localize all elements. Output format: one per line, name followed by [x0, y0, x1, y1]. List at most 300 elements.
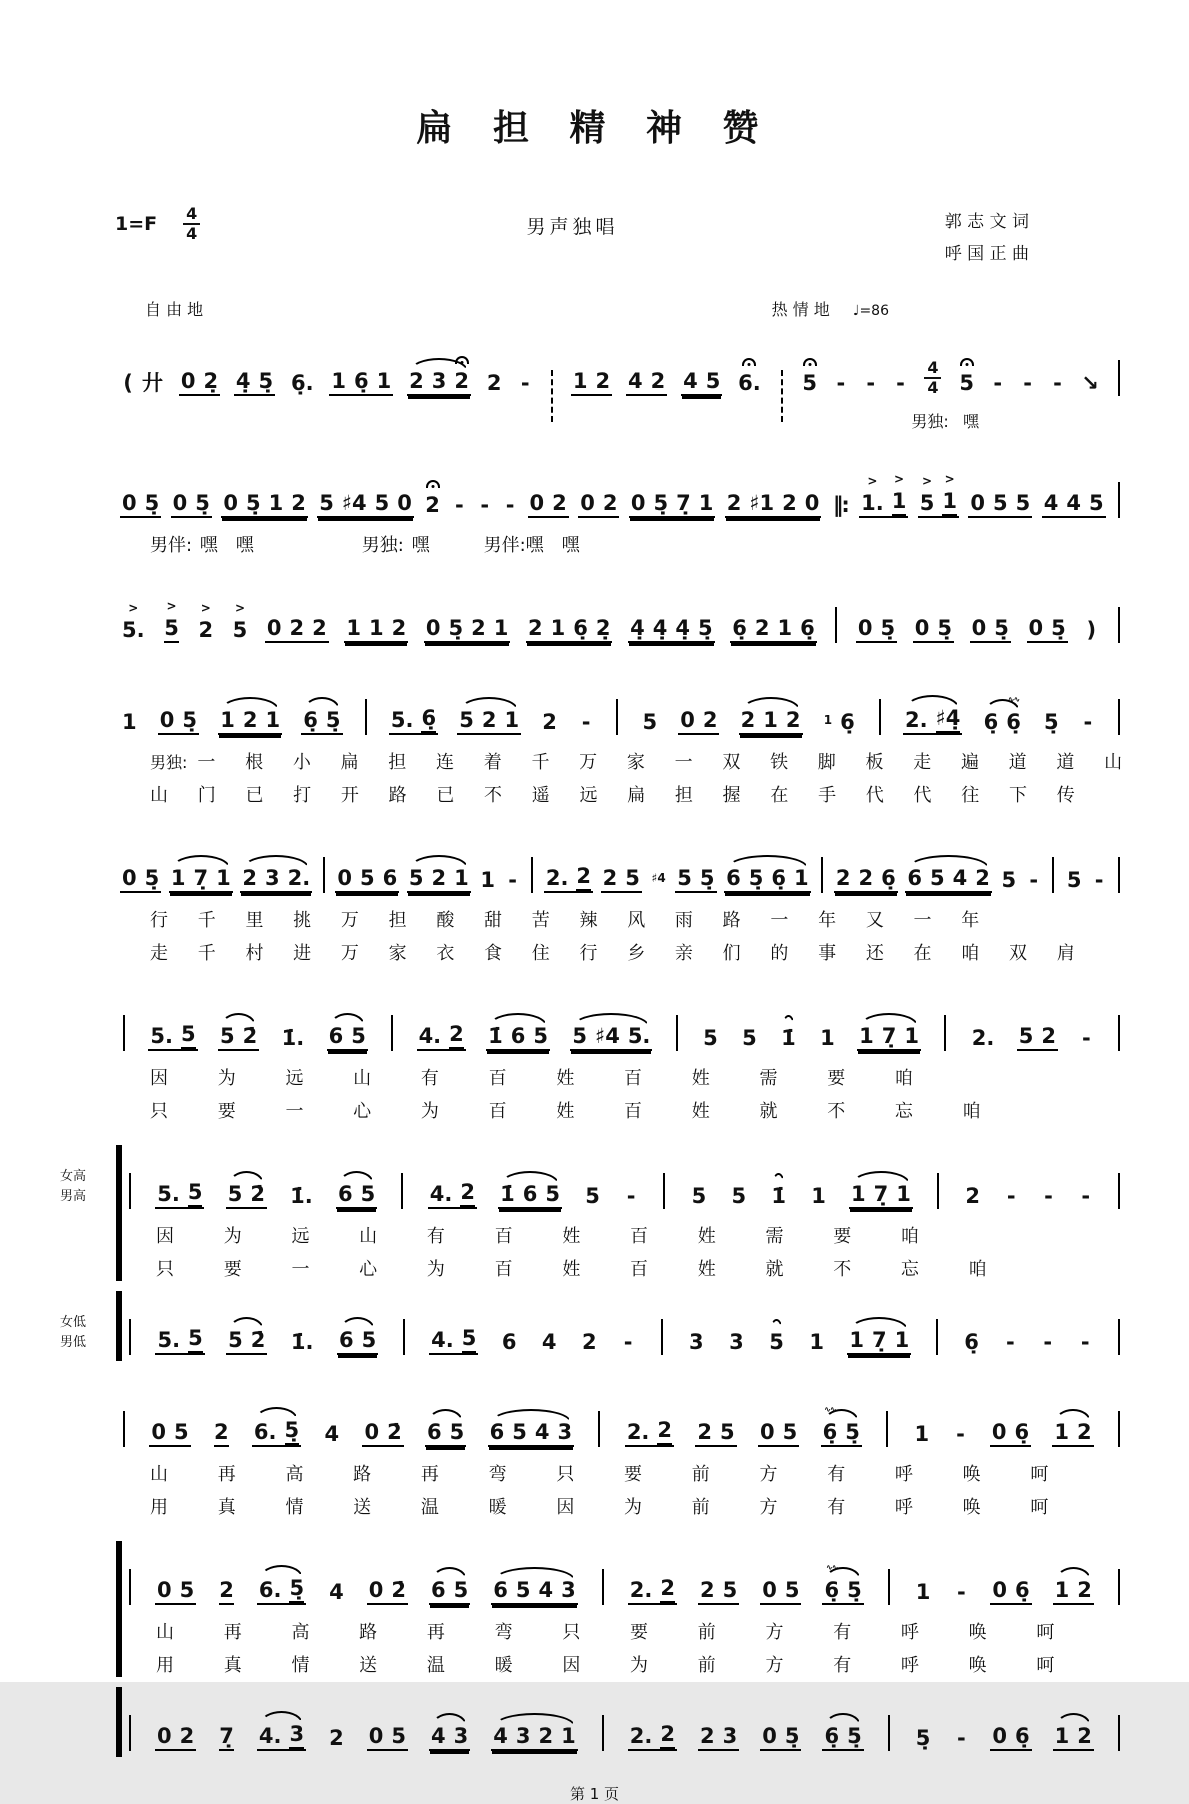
note: 5̣: [880, 616, 896, 641]
note: 6̣: [732, 616, 747, 641]
note-group: [675, 867, 716, 893]
note: 5: [1018, 1024, 1034, 1049]
lyric-text: 山 再 高 路 再 弯 只 要 前 方 有 呼 唤 呵: [150, 1463, 1049, 1485]
note: -: [480, 493, 490, 518]
note: 2: [214, 1421, 229, 1447]
metronome-mark: ♩=86: [852, 302, 889, 319]
barline: [129, 1173, 131, 1209]
note-group: [1083, 619, 1099, 643]
note-group: [739, 709, 803, 735]
system-content: [116, 324, 1129, 432]
note-group: [478, 869, 497, 893]
lyric-text: 男伴: 嘿 嘿 男独: 嘿 男伴:嘿 嘿: [150, 534, 580, 556]
time-signature: [183, 206, 200, 242]
note-group: [169, 867, 233, 893]
lyric-line: [116, 899, 1129, 932]
note: 2: [660, 1577, 675, 1603]
note-group: [517, 372, 533, 396]
note: 2̇: [250, 1182, 265, 1207]
note-group: [477, 494, 493, 518]
part-label: [60, 1145, 116, 1281]
notation-line: [116, 671, 1129, 741]
note: 3: [453, 1724, 469, 1749]
system: [60, 454, 1129, 557]
note: 0: [680, 708, 695, 733]
note-group: [327, 1581, 346, 1605]
note: 5̣: [915, 1726, 931, 1751]
note: 6̣: [881, 866, 896, 891]
note-group: [120, 492, 161, 518]
note-group: [423, 494, 442, 518]
note: 2: [289, 616, 305, 641]
barline: [391, 1015, 393, 1051]
note: 0: [992, 1578, 1007, 1603]
note: 5̣: [285, 1419, 300, 1445]
note: 1: [480, 868, 495, 893]
note: 2: [460, 1181, 475, 1207]
score: [60, 324, 1129, 1757]
note: 0: [368, 1724, 384, 1749]
note: 2: [1077, 1578, 1092, 1603]
note: 5̣: [325, 708, 341, 733]
note-group: [767, 1331, 786, 1355]
note: 5: [188, 1327, 203, 1353]
note: 2: [219, 1579, 234, 1605]
note: 5̣: [653, 491, 669, 516]
note: 2: [486, 371, 502, 396]
lyric-text: 因 为 远 山 有 百 姓 百 姓 需 要 咱: [156, 1225, 919, 1247]
barline: [531, 857, 533, 893]
note: 5̣: [1044, 710, 1059, 735]
note: 2: [481, 708, 497, 733]
barline: [365, 699, 367, 735]
note: 5: [784, 1578, 800, 1603]
note: 5: [219, 1024, 235, 1049]
note-group: [179, 370, 220, 396]
note-group: [673, 1015, 681, 1051]
note-group: [289, 1331, 316, 1355]
note: 2: [179, 1724, 195, 1749]
note-group: [859, 490, 908, 518]
note-group: [234, 370, 275, 396]
notation-line: [116, 454, 1129, 524]
note: > 1: [892, 490, 907, 516]
note: 6: [501, 1330, 517, 1355]
note-group: [580, 1331, 599, 1355]
note: 1̇.: [290, 1184, 313, 1209]
barline: [616, 699, 618, 735]
note-group: [320, 857, 328, 893]
note: 2: [431, 866, 447, 891]
note: 5: [625, 866, 640, 891]
note: 2: [242, 708, 258, 733]
notation-line: [122, 1541, 1129, 1611]
note: ♯4: [595, 1024, 620, 1049]
notation-line: [116, 579, 1129, 649]
repeat-sign: ‖:: [832, 493, 848, 518]
note: 2: [699, 1578, 715, 1603]
note-group: [162, 617, 181, 643]
note: 2.: [545, 866, 569, 891]
note-group: [120, 1015, 128, 1051]
notation-line: [116, 324, 1129, 402]
barline: [879, 699, 881, 735]
note: 4: [324, 1422, 340, 1447]
note: 0: [804, 491, 820, 516]
note: 0: [159, 708, 175, 733]
note: 0: [630, 491, 646, 516]
note-group: [650, 871, 668, 892]
note-group: [327, 1727, 346, 1751]
note: 2: [1077, 1724, 1092, 1749]
note: -: [626, 1184, 636, 1209]
note-group: [257, 1723, 306, 1751]
note-group: [990, 1421, 1031, 1447]
note-group: [329, 370, 393, 396]
lyric-text: 一 根 小 扁 担 连 着 千 万 家 一 双 铁 脚 板 走 遍 道 道 山: [197, 751, 1123, 773]
lyric-line: [116, 1453, 1129, 1486]
note-group: [807, 1331, 826, 1355]
note-group: [429, 1579, 470, 1605]
note-group: [758, 1421, 799, 1447]
note-group: [148, 1023, 197, 1051]
note-group: [1042, 711, 1061, 735]
note-group: [629, 492, 716, 518]
note: 5: [959, 371, 974, 396]
note: 2: [595, 369, 611, 394]
barline: [1118, 1411, 1120, 1447]
note-group: [424, 617, 511, 643]
credits: [945, 206, 1029, 271]
note: 0: [529, 491, 545, 516]
note: 6.: [253, 1420, 277, 1445]
note: 5: [585, 1184, 600, 1209]
note-group: [970, 1027, 997, 1051]
note-group: [779, 1027, 798, 1051]
note: -: [508, 868, 517, 893]
note: 7̣: [676, 491, 691, 516]
note-group: [226, 1183, 267, 1209]
barline: [676, 1015, 678, 1051]
note: 6̣: [771, 866, 787, 891]
note: -: [956, 1422, 965, 1447]
note: -: [956, 1726, 966, 1751]
note: ): [1086, 618, 1097, 643]
note-group: [126, 1569, 134, 1605]
note: 5: [181, 1023, 196, 1049]
note: -: [1094, 868, 1104, 893]
note: 2: [1041, 1024, 1056, 1049]
note-group: [578, 711, 594, 735]
note: 2.: [905, 708, 928, 733]
note-group: [1053, 1579, 1094, 1605]
note-group: [265, 617, 329, 643]
note: 0: [762, 1578, 777, 1603]
note: -: [1029, 868, 1039, 893]
note-group: [155, 1327, 204, 1355]
note: 3: [264, 866, 280, 891]
note-group: [725, 492, 822, 518]
note-group: [289, 372, 316, 396]
note-group: [417, 1023, 466, 1051]
note-group: [400, 1319, 408, 1355]
note-group: [155, 1181, 204, 1209]
note: 1̇.: [290, 1330, 314, 1355]
lyric-text: 男独: 嘿: [911, 411, 979, 431]
note: -: [896, 371, 905, 396]
barline: [323, 857, 325, 893]
note: 0: [970, 491, 986, 516]
barline: [598, 1411, 600, 1447]
note-group: [982, 711, 1023, 735]
note-group: [628, 617, 715, 643]
note: 4: [952, 866, 968, 891]
note: 6: [907, 866, 922, 891]
note-group: [724, 867, 811, 893]
note-group: [120, 619, 147, 643]
note: 1: [851, 1182, 866, 1207]
dashed-barline: [551, 370, 553, 422]
note: 0: [992, 1724, 1007, 1749]
note: 5: [361, 1328, 377, 1353]
note: ↘: [1081, 371, 1099, 396]
note: 4: [1043, 491, 1059, 516]
note: 2: [312, 616, 327, 641]
note: > 2: [198, 619, 213, 643]
note-group: [698, 1579, 739, 1605]
note: 5: [408, 866, 424, 891]
note: 4.: [431, 1328, 454, 1353]
note-group: [1115, 699, 1123, 735]
note: 2: [391, 616, 407, 641]
note-group: [681, 370, 722, 396]
note: 1: [265, 708, 281, 733]
note-group: [856, 617, 897, 643]
note-group: [953, 1727, 969, 1751]
note-group: [1065, 869, 1084, 893]
system: [60, 1291, 1129, 1361]
system-content: [116, 1291, 1129, 1361]
note: 3: [431, 369, 447, 394]
note: 1: [794, 866, 809, 891]
note: 4: [493, 1724, 508, 1749]
note: 5̣: [847, 1578, 862, 1603]
note: 5: [1088, 491, 1104, 516]
note-group: [1040, 1331, 1056, 1355]
note: 5: [722, 1578, 738, 1603]
note: 5̣: [144, 866, 160, 891]
note: > 5: [920, 492, 935, 516]
barline: [888, 1569, 890, 1605]
note-group: [571, 370, 612, 396]
note: 1: [122, 710, 137, 735]
note: -: [454, 493, 464, 518]
note: 5: [572, 1024, 588, 1049]
note: 5̣: [748, 866, 764, 891]
note-group: [687, 1331, 706, 1355]
note: 1: [823, 713, 833, 728]
composer: 呼 国 正 曲: [944, 244, 1029, 265]
note: 2: [242, 866, 257, 891]
note-group: [528, 492, 569, 518]
note: 1: [454, 866, 469, 891]
lyric-text: 山 门 已 打 开 路 已 不 遥 远 扁 担 握 在 手 代 代 往 下 传: [150, 784, 1075, 806]
note-group: [1115, 607, 1123, 643]
note: 1: [216, 866, 231, 891]
lyric-line: [116, 774, 1129, 807]
note: ♯1: [749, 491, 775, 516]
note: 4.: [258, 1724, 282, 1749]
lyric-line: [116, 1090, 1129, 1123]
note: 廾: [142, 371, 163, 396]
note: 1: [268, 491, 284, 516]
lyric-text: 用 真 情 送 温 暖 因 为 前 方 有 呼 唤 呵: [150, 1496, 1049, 1518]
note: 5: [642, 710, 658, 735]
note: 7̣: [873, 1182, 889, 1207]
note: 5̣: [245, 491, 261, 516]
note-group: [126, 1715, 134, 1751]
note: 2: [965, 1184, 981, 1209]
note: 6: [427, 1420, 442, 1445]
barline: [944, 1015, 946, 1051]
note-group: [540, 1331, 559, 1355]
system: [60, 671, 1129, 807]
notation-line: [122, 1687, 1129, 1757]
notation-line: [116, 829, 1129, 899]
note-group: [963, 1185, 982, 1209]
note: 4: [329, 1580, 344, 1605]
note-group: [727, 1331, 746, 1355]
note: 5: [512, 1420, 527, 1445]
notation-line: [122, 1145, 1129, 1215]
note-group: [317, 492, 414, 518]
note: > 5: [233, 619, 248, 643]
barline: [937, 1173, 939, 1209]
note: 6: [328, 1024, 344, 1049]
note-group: [485, 372, 504, 396]
time-signature: [924, 357, 941, 397]
note: 5.: [627, 1024, 651, 1049]
note-group: [1115, 1569, 1123, 1605]
note: 0: [151, 1420, 166, 1445]
note-group: [893, 372, 909, 396]
note: 2: [409, 369, 424, 394]
note-group: [344, 617, 408, 643]
note: 6: [726, 866, 741, 891]
note-group: [196, 619, 215, 643]
note: ♯4: [651, 871, 666, 886]
note-group: [626, 370, 667, 396]
note: 0: [122, 491, 137, 516]
note: 2.: [629, 1578, 653, 1603]
note: 1: [504, 708, 520, 733]
note: 3: [289, 1723, 304, 1749]
note: 5: [515, 1578, 531, 1603]
note-group: [1077, 1331, 1093, 1355]
note: 0: [223, 491, 238, 516]
note-group: [231, 619, 250, 643]
note: 3: [722, 1724, 738, 1749]
lyric-line: [122, 1644, 1129, 1677]
system: [60, 1145, 1129, 1281]
barline: [1118, 1173, 1120, 1209]
system-content: [116, 671, 1129, 807]
note: 5: [459, 708, 474, 733]
note: 3: [689, 1330, 704, 1355]
note: 6̣: [421, 707, 436, 733]
tempo-marking-right: 热 情 地 ♩=86: [771, 299, 889, 319]
note: 0: [991, 1420, 1007, 1445]
note-group: [1052, 1421, 1093, 1447]
note: 6̣: [354, 369, 369, 394]
note: 5̣: [258, 369, 274, 394]
barline: [1118, 699, 1120, 735]
note: > 5: [164, 617, 179, 643]
note: 6.: [258, 1578, 282, 1603]
system-content: [116, 1383, 1129, 1519]
note: 5: [227, 1182, 243, 1207]
note: 1: [915, 1580, 931, 1605]
note-group: [126, 1173, 134, 1209]
note: 0: [122, 866, 137, 891]
note-group: [1017, 1025, 1058, 1051]
note-group: [832, 607, 840, 643]
system-content: [116, 987, 1129, 1123]
note: 7̣: [881, 1024, 897, 1049]
note: 2: [782, 491, 797, 516]
barline: [1118, 360, 1120, 396]
note: -: [836, 371, 846, 396]
note: 4.: [429, 1182, 453, 1207]
note-group: [337, 1329, 378, 1355]
note-group: [217, 1725, 236, 1751]
lyric-text: 行 千 里 挑 万 担 酸 甜 苦 辣 风 雨 路 一 年 又 一 年: [150, 909, 980, 931]
note: 2: [471, 616, 486, 641]
note: -: [520, 371, 530, 396]
note-group: [288, 1185, 315, 1209]
note: -: [866, 371, 876, 396]
barline: [1118, 857, 1120, 893]
note-group: [821, 1421, 862, 1447]
note: ∿∿ 6̣: [823, 1421, 838, 1445]
note: 6.: [738, 371, 761, 396]
note-group: [698, 1725, 739, 1751]
note-group: [777, 344, 787, 396]
note: 4: [430, 1724, 446, 1749]
barline: [401, 1173, 403, 1209]
note: 2: [291, 491, 306, 516]
part-label: [60, 1541, 116, 1677]
note: 1: [859, 1024, 874, 1049]
note-group: [429, 1725, 470, 1751]
barline: [1118, 1715, 1120, 1751]
barline: [129, 1569, 131, 1605]
dashed-barline: [781, 370, 783, 422]
barline: [821, 857, 823, 893]
note: 5̣: [182, 708, 198, 733]
note: 2: [542, 710, 557, 735]
note: 6: [510, 1024, 526, 1049]
note: 2: [582, 1330, 597, 1355]
note: 6̣: [573, 616, 588, 641]
note: 5: [677, 866, 692, 891]
note: 5: [462, 1327, 477, 1353]
notation-line: [116, 1383, 1129, 1453]
note: 0: [857, 616, 873, 641]
part-label: [60, 671, 116, 807]
note-group: [990, 372, 1006, 396]
note-group: [1080, 711, 1096, 735]
